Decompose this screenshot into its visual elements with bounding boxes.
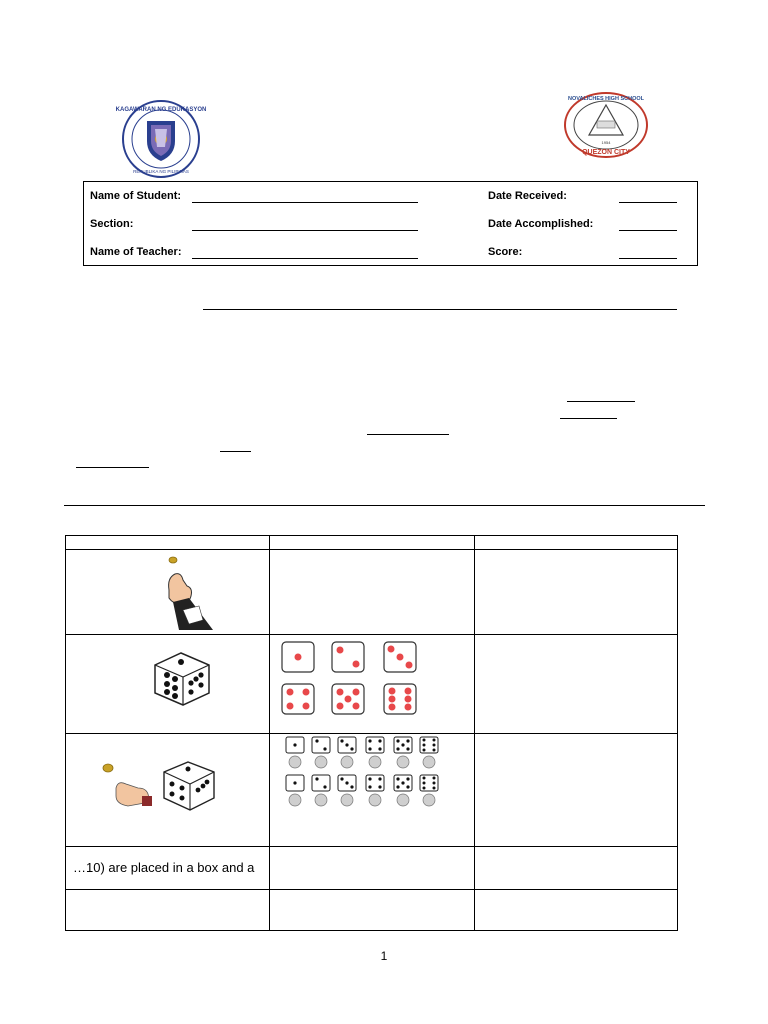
- blank-line-1[interactable]: [567, 401, 635, 402]
- deped-top-text: KAGAWARAN NG EDUKASYON: [115, 107, 207, 113]
- student-info-box: [83, 181, 698, 266]
- date-accomplished-field[interactable]: [619, 230, 677, 231]
- date-received-label: Date Received:: [488, 190, 567, 202]
- row4-text: …10) are placed in a box and a: [73, 860, 255, 875]
- name-of-student-label: Name of Student:: [90, 190, 182, 202]
- row-divider-1: [66, 634, 677, 635]
- die-faces-sample-space: [280, 640, 440, 716]
- coin-flip-icon: [159, 554, 217, 630]
- section-field[interactable]: [192, 230, 418, 231]
- row-divider-3: [66, 846, 677, 847]
- deped-logo: [115, 99, 207, 179]
- date-received-field[interactable]: [619, 202, 677, 203]
- school-bottom-text: QUEZON CITY: [582, 149, 630, 156]
- blank-line-3[interactable]: [367, 434, 449, 435]
- student-name-field[interactable]: [192, 202, 418, 203]
- row-divider-4: [66, 889, 677, 890]
- school-top-text: NOVALICHES HIGH SCHOOL: [568, 96, 644, 102]
- row-divider-2: [66, 733, 677, 734]
- name-of-teacher-label: Name of Teacher:: [90, 246, 182, 258]
- school-logo: [563, 91, 649, 159]
- date-accomplished-label: Date Accomplished:: [488, 218, 594, 230]
- blank-line-4[interactable]: [220, 451, 251, 452]
- coin-and-die-icon: [98, 758, 218, 814]
- score-field[interactable]: [619, 258, 677, 259]
- coin-die-sample-space: [284, 735, 444, 811]
- activity-table: [65, 535, 678, 931]
- teacher-name-field[interactable]: [192, 258, 418, 259]
- header-divider: [66, 549, 677, 550]
- section-label: Section:: [90, 218, 134, 230]
- blank-line-5[interactable]: [76, 467, 149, 468]
- page-number: 1: [380, 949, 388, 963]
- school-year: 1954: [601, 140, 611, 145]
- deped-bottom-text: REPUBLIKA NG PILIPINAS: [133, 169, 189, 174]
- title-line: [203, 309, 677, 310]
- blank-line-2[interactable]: [560, 418, 617, 419]
- score-label: Score:: [488, 246, 523, 258]
- die-icon: [151, 647, 213, 709]
- section-divider: [64, 505, 705, 506]
